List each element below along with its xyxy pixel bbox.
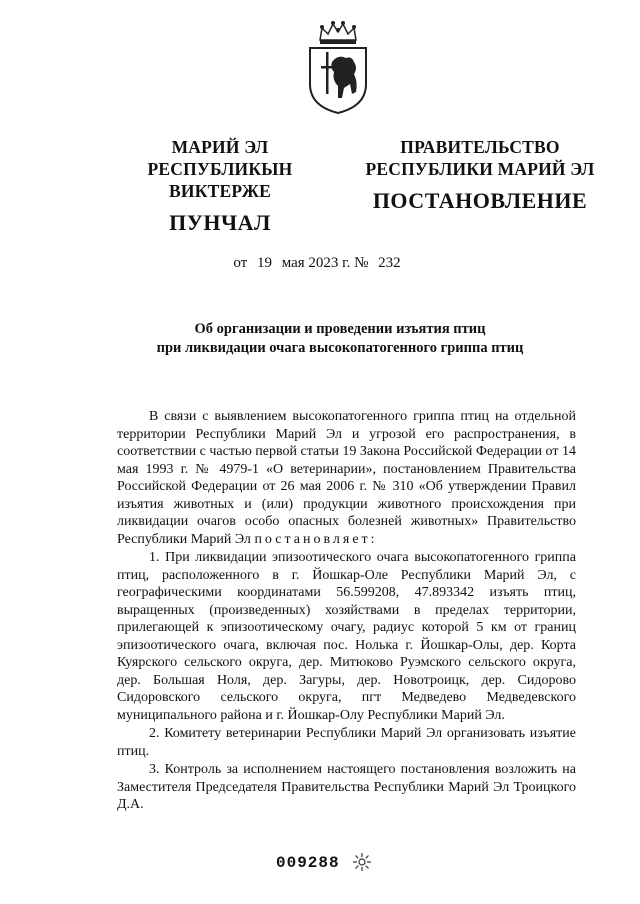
document-serial: 009288 <box>276 854 340 872</box>
preamble-paragraph <box>117 408 576 548</box>
coat-of-arms-icon <box>302 18 374 116</box>
header-right <box>360 136 600 216</box>
item-2: 2. Комитету ветеринарии Республики Марий Эл организовать изъятие птиц. <box>117 726 576 759</box>
header-right-line1: ПРАВИТЕЛЬСТВО <box>400 137 560 157</box>
title-line2: при ликвидации очага высокопатогенного гриппа птиц <box>156 340 524 356</box>
date-prefix: от <box>233 255 248 271</box>
header-left-doc-type: ПУНЧАЛ <box>169 210 271 235</box>
document-body <box>117 408 576 815</box>
title-line1: Об организации и проведении изъятия птиц <box>194 321 486 337</box>
header-left-line1: МАРИЙ ЭЛ РЕСПУБЛИКЫН <box>147 137 293 179</box>
asterisk-mark-icon <box>352 852 372 872</box>
header-right-line2: РЕСПУБЛИКИ МАРИЙ ЭЛ <box>365 159 595 179</box>
document-number: 232 <box>378 255 401 271</box>
date-line <box>0 255 640 272</box>
item-1: 1. При ликвидации эпизоотического очага высокопатогенного гриппа птиц, расположенного в г. Йошкар-Оле Республики Марий Эл, с географическими координатами 56.599208, 47.893342 изъять птиц, выращенных (произведенных) хозяйствами в пределах территории, прилегающей к эпизоотическому очагу, радиус которой 5 км от границ эпизоотического очага, включая пос. Нолька г. Йошкар-Олы, дер. Корта Куярского сельского округа, дер. Митюково Руэмского сельского округа, дер. Большая Ноля, дер. Загуры, дер. Новотроицк, дер. Сидорово Сидоровского сельского округа, пгт Медведево Медведевского муниципального района и г. Йошкар-Олу Республики Марий Эл. <box>117 550 576 723</box>
date-day: 19 <box>256 255 272 271</box>
header-right-doc-type: ПОСТАНОВЛЕНИЕ <box>372 188 588 213</box>
document-title <box>120 320 560 358</box>
preamble-text: В связи с выявлением высокопатогенного гриппа птиц на отдельной территории Республики Марий Эл и угрозой его распространения, в соответствии с частью первой статьи 19 Закона Российской Федерации от 14 мая 1993 г. № 4979-1 «О ветеринарии», постановлением Правительства Российской Федерации от 26 мая 2006 г. № 310 «Об утверждении Правил изъятия животных и (или) продукции животного происхождения при ликвидации очагов особо опасных болезней животных» Правительство Республики Марий Эл <box>117 409 576 547</box>
header-left-line2: ВИКТЕРЖЕ <box>169 181 271 201</box>
date-month-year: мая 2023 г. № <box>281 255 369 271</box>
header-left <box>100 136 340 238</box>
resolve-word: постановляет: <box>254 531 378 547</box>
item-3: 3. Контроль за исполнением настоящего постановления возложить на Заместителя Председателя Правительства Республики Марий Эл Троицкого Д.А. <box>117 762 576 812</box>
